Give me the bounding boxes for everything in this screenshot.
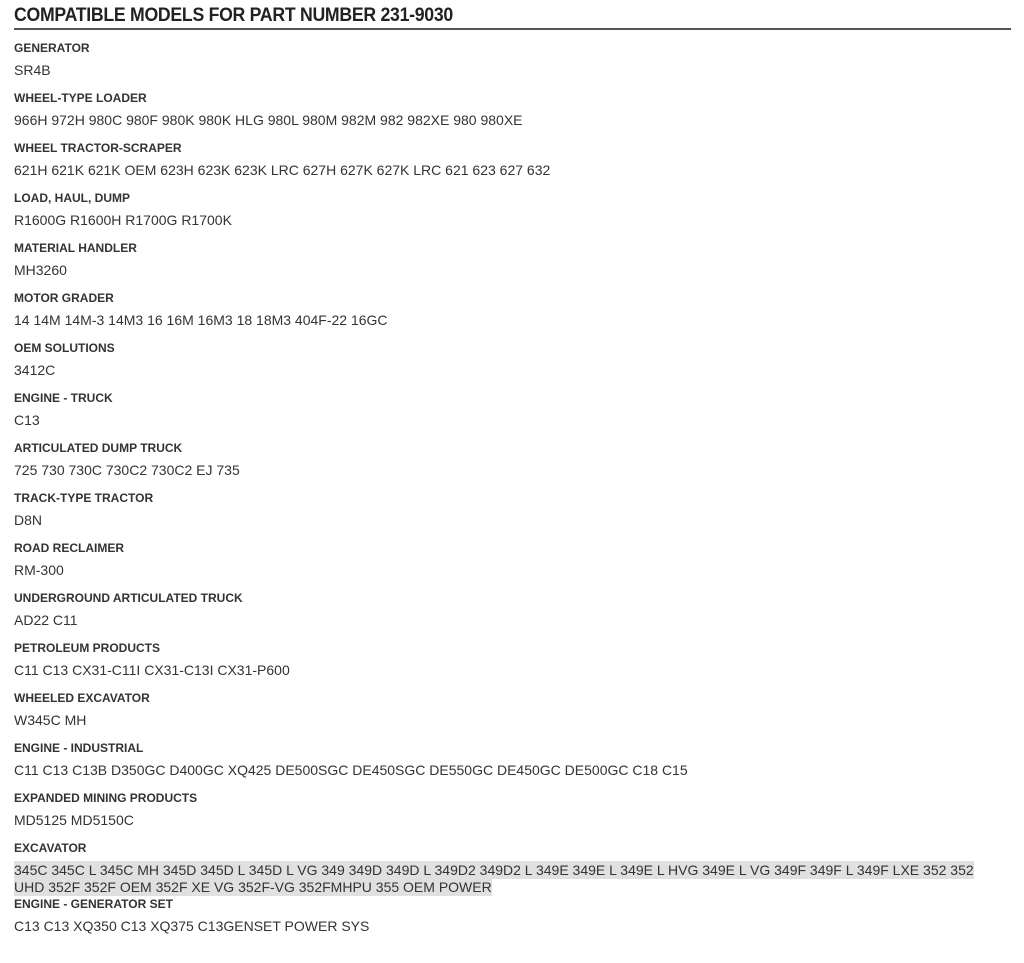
section-models: C11 C13 C13B D350GC D400GC XQ425 DE500SGC DE450SGC DE550GC DE450GC DE500GC C18 C15 [14,762,688,778]
title-divider [14,28,1011,30]
section-motor-grader [14,287,1004,337]
section-heading: GENERATOR [14,41,90,55]
section-heading: UNDERGROUND ARTICULATED TRUCK [14,591,243,605]
section-heading: ARTICULATED DUMP TRUCK [14,441,183,455]
section-heading: WHEEL-TYPE LOADER [14,91,147,105]
section-articulated-dump-truck [14,437,1004,487]
section-engine-truck [14,387,1004,437]
section-wheel-type-loader [14,87,1004,137]
section-oem-solutions [14,337,1004,387]
section-excavator [14,837,1004,893]
page-title: COMPATIBLE MODELS FOR PART NUMBER 231-9030 [14,5,453,26]
section-wheel-tractor-scraper [14,137,1004,187]
section-heading: WHEELED EXCAVATOR [14,691,150,705]
section-heading: WHEEL TRACTOR-SCRAPER [14,141,182,155]
section-heading: LOAD, HAUL, DUMP [14,191,130,205]
section-models: SR4B [14,62,51,78]
section-models: RM-300 [14,562,64,578]
section-models [14,862,999,896]
section-models: 725 730 730C 730C2 730C2 EJ 735 [14,462,240,478]
section-models: 14 14M 14M-3 14M3 16 16M 16M3 18 18M3 404F-22 16GC [14,312,388,328]
section-engine-generator-set [14,893,1004,943]
section-models: 3412C [14,362,56,378]
section-heading: ENGINE - GENERATOR SET [14,897,173,911]
section-models: C13 C13 XQ350 C13 XQ375 C13GENSET POWER SYS [14,918,370,934]
section-load-haul-dump [14,187,1004,237]
section-models: MH3260 [14,262,67,278]
section-expanded-mining-products [14,787,1004,837]
section-models: D8N [14,512,43,528]
section-models: AD22 C11 [14,612,78,628]
section-models: 966H 972H 980C 980F 980K 980K HLG 980L 980M 982M 982 982XE 980 980XE [14,112,523,128]
section-heading: OEM SOLUTIONS [14,341,115,355]
selected-text-highlight: 345C 345C L 345C MH 345D 345D L 345D L VG 349 349D 349D L 349D2 349D2 L 349E 349E L 349E L HVG 349E L VG 349F 349F L 349F LXE 352 352 UHD 352F 352F OEM 352F XE VG 352F-VG 352FMHPU 355 OEM POWER [14,862,974,895]
section-engine-industrial [14,737,1004,787]
section-material-handler [14,237,1004,287]
section-heading: ROAD RECLAIMER [14,541,124,555]
section-heading: ENGINE - TRUCK [14,391,113,405]
section-heading: EXCAVATOR [14,841,87,855]
section-petroleum-products [14,637,1004,687]
section-wheeled-excavator [14,687,1004,737]
section-models: W345C MH [14,712,87,728]
section-heading: MATERIAL HANDLER [14,241,137,255]
section-heading: ENGINE - INDUSTRIAL [14,741,144,755]
section-underground-articulated-truck [14,587,1004,637]
section-models: MD5125 MD5150C [14,812,134,828]
section-models: R1600G R1600H R1700G R1700K [14,212,232,228]
section-heading: PETROLEUM PRODUCTS [14,641,161,655]
section-models: C13 [14,412,40,428]
section-heading: TRACK-TYPE TRACTOR [14,491,154,505]
section-heading: MOTOR GRADER [14,291,114,305]
section-models: C11 C13 CX31-C11I CX31-C13I CX31-P600 [14,662,290,678]
section-generator [14,37,1004,87]
compatible-models-list [14,37,1004,943]
section-models: 621H 621K 621K OEM 623H 623K 623K LRC 627H 627K 627K LRC 621 623 627 632 [14,162,551,178]
section-road-reclaimer [14,537,1004,587]
section-track-type-tractor [14,487,1004,537]
section-heading: EXPANDED MINING PRODUCTS [14,791,198,805]
